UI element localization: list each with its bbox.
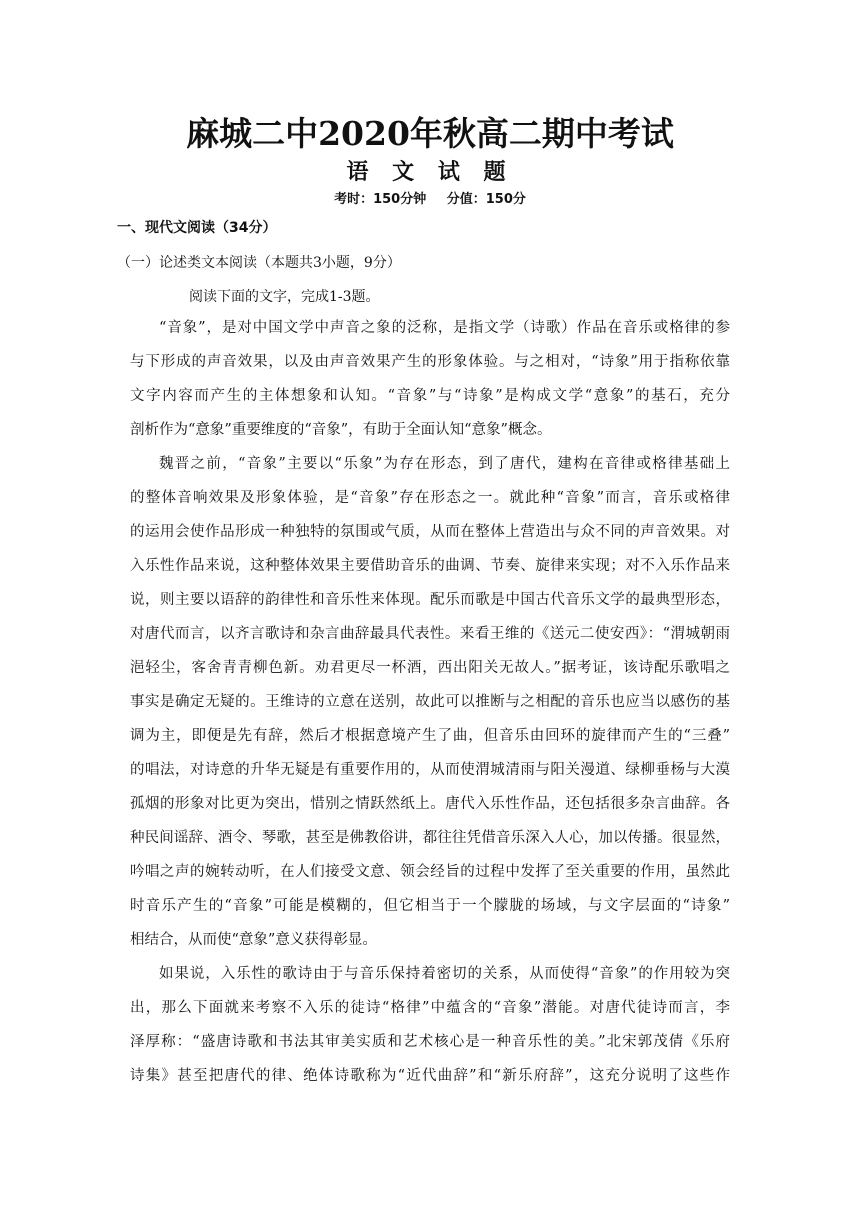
exam-time: 考时：150分钟 <box>334 192 427 207</box>
exam-meta <box>0 188 860 207</box>
text-line: 与下形成的声音效果，以及由声音效果产生的形象体验。与之相对，“诗象”用于指称依靠 <box>130 354 730 370</box>
text-line: 调为主，即便是先有辞，然后才根据意境产生了曲，但音乐由回环的旋律而产生的“三叠” <box>130 728 730 744</box>
text-line: 事实是确定无疑的。王维诗的立意在送别，故此可以推断与之相配的音乐也应当以感伤的基 <box>130 694 730 710</box>
exam-score: 分值：150分 <box>446 192 526 207</box>
text-line: 相结合，从而使“意象”意义获得彰显。 <box>130 932 377 948</box>
text-line: 种民间谣辞、酒令、琴歌，甚至是佛教俗讲，都往往凭借音乐深入人心，加以传播。很显然， <box>130 830 730 846</box>
text-line: 如果说，入乐性的歌诗由于与音乐保持着密切的关系，从而使得“音象”的作用较为突 <box>159 966 730 982</box>
text-line: 诗集》甚至把唐代的律、绝体诗歌称为“近代曲辞”和“新乐府辞”，这充分说明了这些作 <box>130 1068 730 1084</box>
text-line: 说，则主要以语辞的韵律性和音乐性来体现。配乐而歌是中国古代音乐文学的最典型形态， <box>130 592 730 608</box>
text-line: “音象”，是对中国文学中声音之象的泛称，是指文学（诗歌）作品在音乐或格律的参 <box>159 320 730 336</box>
text-line: 泽厚称：“盛唐诗歌和书法其审美实质和艺术核心是一种音乐性的美。”北宋郭茂倩《乐府 <box>130 1034 730 1050</box>
section-heading: 一、现代文阅读（34分） <box>117 220 277 236</box>
subsection-heading: （一）论述类文本阅读（本题共3小题，9分） <box>117 255 401 271</box>
text-line: 出，那么下面就来考察不入乐的徒诗“格律”中蕴含的“音象”潜能。对唐代徒诗而言，李 <box>130 1000 730 1016</box>
reading-instruction: 阅读下面的文字，完成1-3题。 <box>189 289 380 305</box>
text-line: 的运用会使作品形成一种独特的氛围或气质，从而在整体上营造出与众不同的声音效果。对 <box>130 524 730 540</box>
text-line: 入乐性作品来说，这种整体效果主要借助音乐的曲调、节奏、旋律来实现；对不入乐作品来 <box>130 558 730 574</box>
exam-title: 麻城二中2020年秋高二期中考试 <box>186 114 674 153</box>
text-line: 的整体音响效果及形象体验，是“音象”存在形态之一。就此种“音象”而言，音乐或格律 <box>130 490 730 506</box>
text-line: 孤烟的形象对比更为突出，惜别之情跃然纸上。唐代入乐性作品，还包括很多杂言曲辞。各 <box>130 796 730 812</box>
paragraph-1 <box>130 311 730 447</box>
paragraph-3 <box>130 957 730 1093</box>
text-line: 对唐代而言，以齐言歌诗和杂言曲辞最具代表性。来看王维的《送元二使安西》：“渭城朝雨 <box>130 626 730 642</box>
text-line: 时音乐产生的“音象”可能是模糊的，但它相当于一个朦胧的场域，与文字层面的“诗象” <box>130 898 730 914</box>
text-line: 吟唱之声的婉转动听，在人们接受文意、领会经旨的过程中发挥了至关重要的作用，虽然此 <box>130 864 730 880</box>
text-line: 的唱法，对诗意的升华无疑是有重要作用的，从而使渭城清雨与阳关漫道、绿柳垂杨与大漠 <box>130 762 730 778</box>
text-line: 剖析作为“意象”重要维度的“音象”，有助于全面认知“意象”概念。 <box>130 422 552 438</box>
text-line: 文字内容而产生的主体想象和认知。“音象”与“诗象”是构成文学“意象”的基石，充分 <box>130 388 730 404</box>
subject-title: 语 文 试 题 <box>346 159 514 185</box>
text-line: 浥轻尘，客舍青青柳色新。劝君更尽一杯酒，西出阳关无故人。”据考证，该诗配乐歌唱之 <box>130 660 730 676</box>
text-line: 魏晋之前，“音象”主要以“乐象”为存在形态，到了唐代，建构在音律或格律基础上 <box>159 456 730 472</box>
paragraph-2 <box>130 447 730 957</box>
